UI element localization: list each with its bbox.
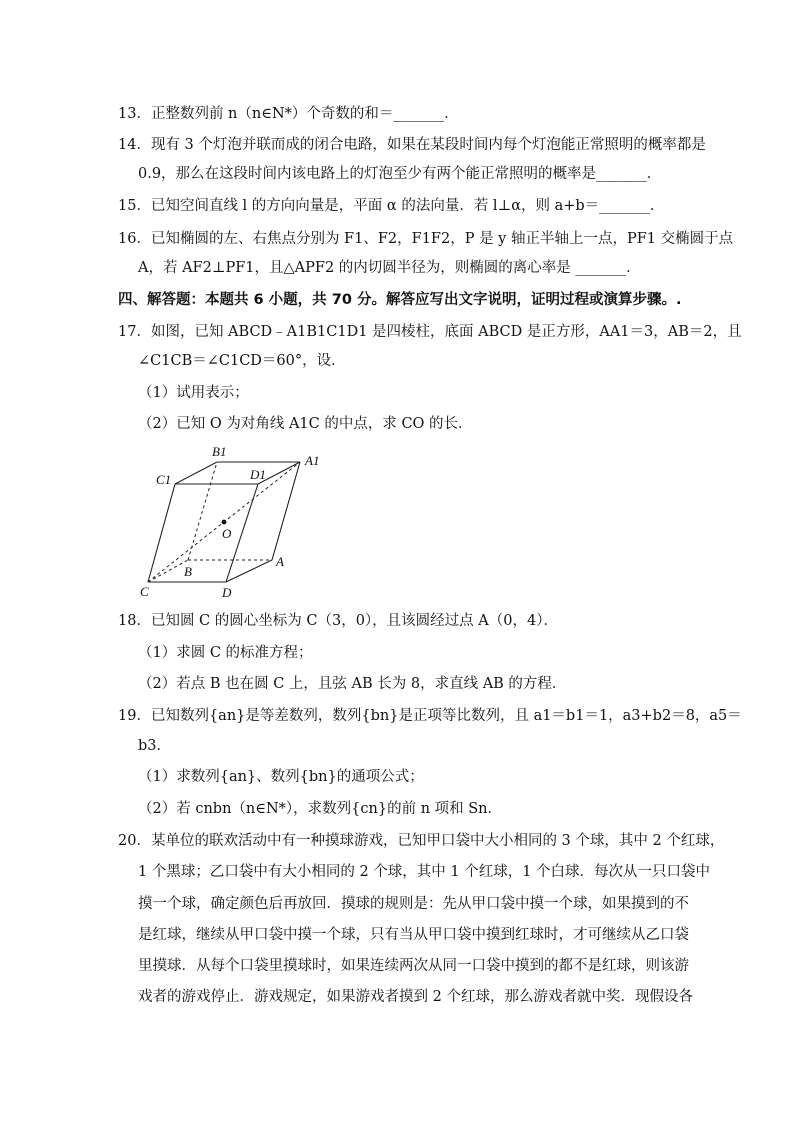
question-15: 15．已知空间直线 l 的方向向量是，平面 α 的法向量．若 l⊥α，则 a+b＝_______． <box>118 198 665 214</box>
edge-d-a <box>226 560 272 582</box>
question-20-line-6: 戏者的游戏停止．游戏规定，如果游戏者摸到 2 个红球，那么游戏者就中奖．现假设各 <box>138 989 693 1005</box>
question-19-line-1: 19．已知数列{an}是等差数列，数列{bn}是正项等比数列，且 a1＝b1＝1，a3+b2＝8，a5＝ <box>118 708 742 724</box>
label-c1: C1 <box>156 472 172 487</box>
edge-b-b1 <box>188 462 217 560</box>
edge-c-c1 <box>148 484 175 582</box>
label-a1: A1 <box>305 453 320 468</box>
label-d1: D1 <box>250 467 266 482</box>
question-20-line-5: 里摸球．从每个口袋里摸球时，如果连续两次从同一口袋中摸到的都不是红球，则该游 <box>138 958 689 974</box>
question-14-line-1: 14．现有 3 个灯泡并联而成的闭合电路，如果在某段时间内每个灯泡能正常照明的概率都是 <box>118 137 706 153</box>
question-19-line-2: b3． <box>138 738 172 754</box>
question-17-part-2: （2）已知 O 为对角线 A1C 的中点，求 CO 的长． <box>138 416 473 432</box>
label-c: C <box>140 584 149 599</box>
question-20-line-1: 20．某单位的联欢活动中有一种摸球游戏，已知甲口袋中大小相同的 3 个球，其中 2 个红球， <box>118 833 725 849</box>
question-13: 13．正整数列前 n（n∈N*）个奇数的和＝_______． <box>118 106 459 122</box>
edge-a-a1 <box>272 462 300 560</box>
question-17-part-1: （1）试用表示； <box>138 385 249 401</box>
label-b1: B1 <box>212 444 227 459</box>
question-16-line-1: 16．已知椭圆的左、右焦点分别为 F1、F2，F1F2，P 是 y 轴正半轴上一点，PF1 交椭圆于点 <box>118 231 734 247</box>
edge-c1-b1 <box>175 462 217 484</box>
question-19-part-1: （1）求数列{an}、数列{bn}的通项公式； <box>138 769 424 785</box>
prism-diagram <box>140 440 330 600</box>
label-o: O <box>222 526 232 541</box>
label-a: A <box>276 554 284 569</box>
question-19-part-2: （2）若 cnbn（n∈N*），求数列{cn}的前 n 项和 Sn． <box>138 801 503 817</box>
edge-c-b <box>148 560 188 582</box>
point-o <box>222 520 227 525</box>
question-17-line-2: ∠C1CB＝∠C1CD＝60°，设． <box>138 353 346 369</box>
question-18-part-1: （1）求圆 C 的标准方程； <box>138 645 313 661</box>
question-17-line-1: 17．如图，已知 ABCD﹣A1B1C1D1 是四棱柱，底面 ABCD 是正方形，AA1＝3，AB＝2，且 <box>118 324 742 340</box>
question-20-line-2: 1 个黑球；乙口袋中有大小相同的 2 个球，其中 1 个红球，1 个白球．每次从一只口袋中 <box>138 864 711 880</box>
question-20-line-4: 是红球，继续从甲口袋中摸一个球，只有当从甲口袋中摸到红球时，才可继续从乙口袋 <box>138 927 689 943</box>
label-d: D <box>222 585 232 600</box>
question-14-line-2: 0.9，那么在这段时间内该电路上的灯泡至少有两个能正常照明的概率是_______． <box>138 166 662 182</box>
question-18-part-2: （2）若点 B 也在圆 C 上，且弦 AB 长为 8，求直线 AB 的方程． <box>138 676 567 692</box>
question-18-line-1: 18．已知圆 C 的圆心坐标为 C（3，0），且该圆经过点 A（0，4）． <box>118 613 558 629</box>
question-20-line-3: 摸一个球，确定颜色后再放回．摸球的规则是：先从甲口袋中摸一个球，如果摸到的不 <box>138 896 689 912</box>
question-16-line-2: A，若 AF2⊥PF1，且△APF2 的内切圆半径为，则椭圆的离心率是 _______． <box>138 260 641 276</box>
prism-figure <box>140 440 330 600</box>
section-4-heading: 四、解答题：本题共 6 小题，共 70 分。解答应写出文字说明，证明过程或演算步骤。. <box>118 292 682 308</box>
label-b: B <box>184 564 192 579</box>
